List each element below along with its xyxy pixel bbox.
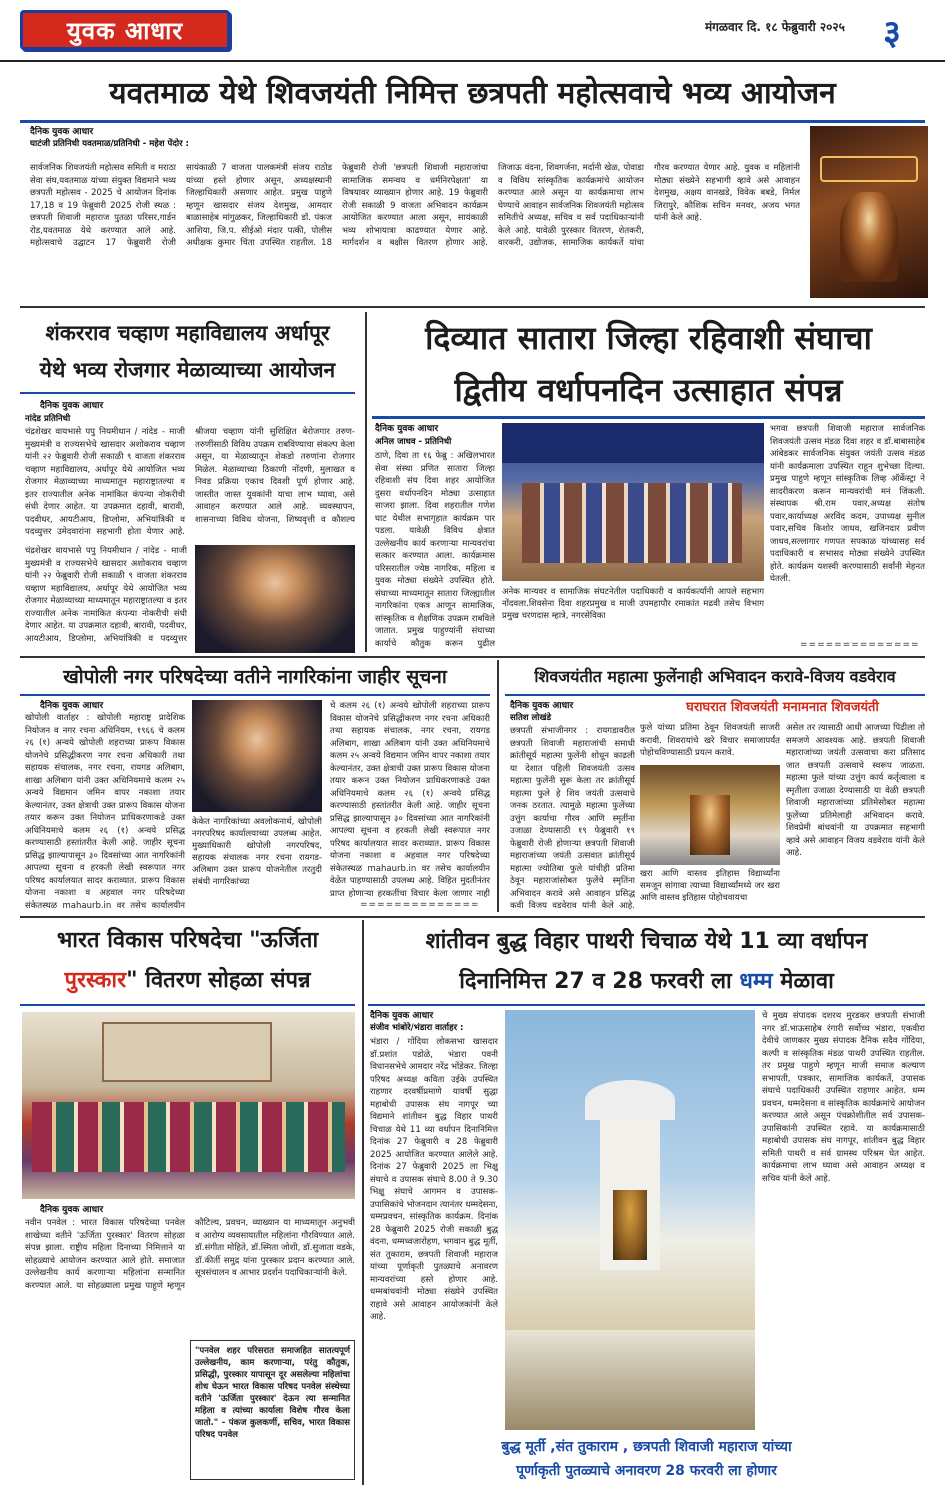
article5-caption: खरा आणि वास्तव इतिहास विद्यार्थ्यांना समजून सांगावा त्याच्या विद्यार्थ्यांमध्ये जर खरा आणि वास्तव इतिहास पोहोचवायचा <box>640 869 780 903</box>
article2-body: चंद्रशेखर वायभासे पपु नियमीधान / नांदेड - माजी मुख्यमंत्री व राज्यसभेचे खासदार अशोकराव चव्हाण यांनी २२ फेब्रुवारी रोजी सकाळी ९ वाजता शंकरराव चव्हाण महाविद्यालय, अर्धापूर येथे आयोजित भव्य रोजगार मेळाव्याच्या माध्यमातून महाराष्ट्रातल्या व इतर राज्यातील अनेक नामांकित कंपन्या नोकरीची संधी देणार आहेत. या उपक्रमात दहावी, बारावी, पदवीधर, आयटीआय, डिप्लोमा, अभियांत्रिकी व पदव्युत्तर उमेदवारांना सहभागी होता येणार आहे. श्रीजया चव्हाण यांनी सुशिक्षित बेरोजगार तरुण-तरुणींसाठी विविध उपक्रम राबविण्याचा संकल्प केला असून, या मेळाव्यातून शेकडो तरुणांना रोजगार मिळेल. मेळाव्याच्या ठिकाणी नोंदणी, मुलाखत व निवड प्रक्रिया एकाच दिवशी पूर्ण होणार आहे. जास्तीत जास्त युवकांनी याचा लाभ घ्यावा, असे आवाहन करण्यात आले आहे. व्यवस्थापन, शासनाच्या विविध योजना, शिष्यवृत्ती व कौशल्य <box>25 427 355 537</box>
article3-headline-line1: दिव्यात सातारा जिल्हा रहिवाशी संघाचा <box>425 319 872 357</box>
headline-rule <box>20 694 490 696</box>
column-divider <box>362 920 364 1485</box>
section-divider <box>20 306 925 308</box>
article5-body: छत्रपती संभाजीनगर : रायगडावरील छत्रपती शिवाजी महाराजांची समाधी क्रांतीसूर्य महात्मा फुलेंनी शोधून काढली या देशात पहिली शिवजयंती उत्सव महात्मा फुलेंनी सुरू केला तर क्रांतीसूर्य महात्मा फुले हे शिव जयंती उत्सवाचे जनक ठरतात. त्यामुळे महात्मा फुलेंच्या उत्तुंग कार्याचा गौरव आणि स्मृतींना उजाळा देण्यासाठी १९ फेब्रुवारी १९ फेब्रुवारी रोजी होणाऱ्या छत्रपती शिवाजी महाराजांच्या जयंती उत्सवात क्रांतीसूर्य महात्मा ज्योतिबा फुले यांचीही प्रतिमा ठेवून महाराजांसोबत फुलेंचे स्मृतिंना अभिवादन करावे असे आवाहन प्रसिद्ध कवी विजय वडवेराव यांनी केले आहे. <box>510 726 635 911</box>
official-portrait-photo <box>192 700 322 812</box>
article1-body: सार्वजनिक शिवजयंती महोत्सव समिती व मराठा सेवा संघ,यवतमाळ यांच्या संयुक्त विद्यमाने भव्य छत्रपती महोत्सव - 2025 चे आयोजन दिनांक 17,18 व 19 फेब्रुवारी 2025 रोजी स्थळ : छत्रपती शिवाजी महाराज पुतळा परिसर,गार्डन रोड,यवतमाळ येथे करण्यात आले आहे. महोत्सवाचे उद्घाटन 17 फेब्रुवारी रोजी सायंकाळी 7 वाजता पालकमंत्री संजय राठोड यांच्या हस्ते होणार असून, अध्यक्षस्थानी जिल्हाधिकारी असणार आहेत. प्रमुख पाहुणे म्हणून खासदार संजय देशमुख, आमदार बाळासाहेब मांगुळकर, जिल्हाधिकारी डॉ. पंकज आशिया, जि.प. सीईओ मंदार पत्की, पोलीस अधीक्षक कुमार चिंता उपस्थित राहतील. 18 फेब्रुवारी रोजी 'छत्रपती शिवाजी महाराजांचा सामाजिक समन्वय व धर्मनिरपेक्षता' या विषयावर व्याख्यान होणार आहे. 19 फेब्रुवारी रोजी सकाळी 9 वाजता अभिवादन कार्यक्रम आयोजित करण्यात आला असून, सायंकाळी भव्य शोभायात्रा काढण्यात येणार आहे. मार्गदर्शन व बक्षीस वितरण होणार आहे. जिजाऊ वंदना, शिवगर्जना, मर्दानी खेळ, पोवाडा व विविध सांस्कृतिक कार्यक्रमांचे आयोजन करण्यात आले असून या कार्यक्रमाचा लाभ घेण्याचे आवाहन सार्वजनिक शिवजयंती महोत्सव समितीचे अध्यक्ष, सचिव व सर्व पदाधिकाऱ्यांनी केले आहे. यावेळी पुरस्कार वितरण, शेतकरी, वारकरी, उद्योजक, सामाजिक कार्यकर्ते यांचा गौरव करण्यात येणार आहे. युवक व महिलांनी मोठ्या संख्येने सहभागी व्हावे असे आवाहन देशमुख, अक्षय वानखडे, विवेक बबडे, निर्मल जिरापुरे, कौशिक सचिन मनवर, अजय भगत यांनी केले आहे. <box>30 163 800 248</box>
masthead <box>0 0 945 62</box>
article2-dateline: नांदेड प्रतिनिधी <box>25 414 71 424</box>
quote-box <box>190 1340 355 1480</box>
anniversary-event-photo <box>502 423 764 581</box>
newspaper-logo: युवक आधार <box>20 10 230 50</box>
section-divider <box>20 656 925 658</box>
article4-caption: केकेत नागरिकांच्या अवलोकनार्थ, खोपोली नगरपरिषद कार्यालयाच्या उपलब्ध आहेत. मुख्याधिकारी खोपोली नगरपरिषद, सहायक संचालक नगर रचना रायगड- अलिबाग उक्त प्रारूप योजनेतील तरतुदी संबंधी नागरिकांच्या <box>192 817 322 887</box>
section-divider <box>20 916 925 918</box>
article7-caption-line2: पूर्णाकृती पुतळ्याचे अनावरण 28 फरवरी ला होणार <box>516 1463 777 1479</box>
shivaji-shrine-photo <box>640 765 780 865</box>
column-divider <box>365 312 367 652</box>
separator: ============== <box>800 640 920 650</box>
article4-dateline-body: खोपोली वार्ताहर : खोपोली महाराष्ट्र प्रादेशिक नियोजन व नगर रचना अधिनियम, १९६६ चे कलम २६ (१) अन्वये खोपोली शहराच्या प्रारूप विकास योजनेचे प्रसिद्धीकरण नगर रचना अधिकारी तथा सहायक संचालक, नगर रचना, रायगड अलिबाग, शाखा अलिबाग यांनी उक्त अधिनियमाचे कलम २५ अन्वये विद्यमान जमिन वापर नकाशा तयार केल्यानंतर, उक्त क्षेत्राची उक्त प्रारूप विकास योजना तयार करून उक्त नियोजन प्राधिकरणाकडे उक्त अधिनियमाचे कलम २६ (१) अन्वये प्रसिद्ध करण्यासाठी हस्तांतरीत केली आहे. जाहीर सूचना प्रसिद्ध झाल्यापासून ३० दिवसांच्या आत नागरिकांनी आपल्या सूचना व हरकती लेखी स्वरूपात नगर परिषद कार्यालयात सादर कराव्यात. प्रारूप विकास योजना नकाशा व अहवाल नगर परिषदेच्या संकेतस्थळ mahaurb.in वर तसेच कार्यालयीन <box>25 713 185 911</box>
article7-body-continued: चे मुख्य संपादक दशरथ मुरडकर छत्रपती संभाजी नगर डॉ.भाऊसाहेब रंगारी सर्वोच्च भंडारा, एकवीरा देवीचे जाणकार मुख्य संपादक दैनिक सदैव गोंदिया, कल्पी व सांस्कृतिक मंडळ पाथरी उपस्थित राहतील. तर प्रमुख पाहुणे म्हणून माजी समाज कल्याण सभापती, पत्रकार, सामाजिक कार्यकर्ते, उपासक संघाचे पदाधिकारी उपस्थित राहणार आहेत. धम्म प्रवचन, धम्मदेसना व सांस्कृतिक कार्यक्रमांचे आयोजन करण्यात आले असून पंचक्रोशीतील सर्व उपासक-उपासिकांनी उपस्थित रहावे. या कार्यक्रमासाठी महाबोधी उपासक संघ नागपूर, शांतीवन बुद्ध विहार समिती पाथरी व सर्व ग्रामस्थ परिश्रम घेत आहेत. कार्यक्रमाचा लाभ घ्यावा असे आवाहन अध्यक्ष व सचिव यांनी केले आहे. <box>762 1011 925 1184</box>
page-number: ३ <box>883 13 901 52</box>
article5-body-continued-2: असेल तर त्यासाठी आधी आजच्या पिढीला तो समजणे आवश्यक आहे. छत्रपती शिवाजी महाराजांच्या जयंती उत्सवाचा करा प्रतिसाद जात छत्रपती उत्सवाचे स्वरूप जाळता. महात्मा फुले यांच्या उत्तुंग कार्य कर्तृत्वाला व स्मृतीला उजाळा देण्यासाठी या वेळी छत्रपती शिवाजी महाराजांच्या प्रतिमेसोबत महात्मा फुलेंच्या प्रतिमेलाही अभिवादन करावे. शिवप्रेमी बांधवांनी या उपक्रमात सहभागी व्हावे असे आवाहन विजय वडवेराव यांनी केले आहे. <box>786 723 925 858</box>
article6-headline-line1: भारत विकास परिषदेचा "ऊर्जिता <box>56 928 319 953</box>
column-divider <box>497 660 499 912</box>
article7-dateline: संजीव भांबोरे/भंडारा वार्ताहर : <box>370 1023 464 1033</box>
article2-headline-line2: येथे भव्य रोजगार मेळाव्याच्या आयोजन <box>39 358 336 382</box>
article4-headline: खोपोली नगर परिषदेच्या वतीने नागरिकांना जाहीर सूचना <box>63 666 447 688</box>
article4-body-continued: चे कलम २६ (१) अन्वये खोपोली शहराच्या प्रारूप विकास योजनेचे प्रसिद्धीकरण नगर रचना अधिकारी तथा सहायक संचालक, नगर रचना, रायगड अलिबाग, शाखा अलिबाग यांनी उक्त अधिनियमाचे कलम २५ अन्वये विद्यमान जमिन वापर नकाशा तयार केल्यानंतर, उक्त क्षेत्राची उक्त प्रारूप विकास योजना तयार करून उक्त नियोजन प्राधिकरणाकडे उक्त अधिनियमाचे कलम २६ (१) अन्वये प्रसिद्ध करण्यासाठी हस्तांतरीत केली आहे. जाहीर सूचना प्रसिद्ध झाल्यापासून ३० दिवसांच्या आत नागरिकांनी आपल्या सूचना व हरकती लेखी स्वरूपात नगर परिषद कार्यालयात सादर कराव्यात. प्रारूप विकास योजना नकाशा व अहवाल नगर परिषदेच्या संकेतस्थळ mahaurb.in वर तसेच कार्यालयीन वेळेत पाहण्यासाठी उपलब्ध आहे. विहित मुदतीनंतर प्राप्त होणाऱ्या हरकतींचा विचार केला जाणार नाही <box>330 701 490 899</box>
article4-byline: दैनिक युवक आधार <box>40 701 104 711</box>
article1-headline: यवतमाळ येथे शिवजयंती निमित्त छत्रपती महोत्सवाचे भव्य आयोजन <box>109 76 836 111</box>
headline-rule <box>20 1004 355 1006</box>
article7-caption-line1: बुद्ध मूर्ती ,संत तुकाराम , छत्रपती शिवाजी महाराज यांच्या <box>501 1439 792 1455</box>
headline-rule <box>20 120 925 123</box>
article3-body: ठाणे, दिवा ता १६ फेब्रु : अखिलभारत सेवा संस्था प्रणित सातारा जिल्हा रहिवाशी संघ दिवा शहर आयोजित दुसरा वर्धापनदिन मोठ्या उत्साहात साजरा झाला. दिवा शहरातील गणेश घाट येथील सभागृहात कार्यक्रम पार पडला. यावेळी विविध क्षेत्रात उल्लेखनीय कार्य करणाऱ्या मान्यवरांचा सत्कार करण्यात आला. कार्यक्रमास परिसरातील ज्येष्ठ नागरिक, महिला व युवक मोठ्या संख्येने उपस्थित होते. संघाच्या माध्यमातून सातारा जिल्ह्यातील नागरिकांना एकत्र आणून सामाजिक, सांस्कृतिक व शैक्षणिक उपक्रम राबविले जातात. प्रमुख पाहुण्यांनी संघाच्या कार्याचे कौतुक करून पुढील <box>375 451 495 649</box>
article6-byline: दैनिक युवक आधार <box>40 1205 104 1215</box>
article5-subhead: घराघरात शिवजयंती मनामनात शिवजयंती <box>686 700 879 715</box>
article6-quote: "पनवेल शहर परिसरात समाजहित सातत्यपूर्ण उल्लेखनीय, काम करणाऱ्या, परंतु कौतुक, प्रसिद्धी, पुरस्कार यापासून दूर असलेल्या महिलांचा शोध घेऊन भारत विकास परिषद पनवेल संस्थेच्या वतीने 'ऊर्जिता पुरस्कार' देऊन त्या सन्मानित महिला व त्यांच्या कार्याला विशेष गौरव केला जातो." - पंकज कुलकर्णी, सचिव, भारत विकास परिषद पनवेल <box>195 1346 350 1440</box>
article2-byline: दैनिक युवक आधार <box>40 401 104 411</box>
article3-headline-line2: द्वितीय वर्धापनदिन उत्साहात संपन्न <box>454 371 843 409</box>
article7-headline-line1: शांतीवन बुद्ध विहार पाथरी चिचाळ येथे 11 व्या वर्धापन <box>425 929 868 954</box>
headline-rule <box>368 1004 925 1006</box>
article5-byline: दैनिक युवक आधार <box>510 701 574 711</box>
shivjayanti-poster-photo <box>810 126 928 298</box>
issue-date: मंगळवार दि. १८ फेब्रुवारी २०२५ <box>705 20 845 34</box>
headline-rule <box>505 694 925 696</box>
article1-dateline: घाटंजी प्रतिनिधी यवतमाळ/प्रतिनिधी - महेश पेंदोर : <box>30 139 189 149</box>
article5-dateline: सतिश लोखंडे <box>510 713 551 723</box>
separator: ============== <box>360 900 480 910</box>
article3-body-continued: भगवा छत्रपती शिवाजी महाराज सार्वजनिक शिवजयंती उत्सव मंडळ दिवा शहर व डॉ.बाबासाहेब आंबेडकर सार्वजनिक संयुक्त जयंती उत्सव मंडळ यांनी कार्यक्रमाला उपस्थित राहून शुभेच्छा दिल्या. प्रमुख पाहुणे म्हणून सांस्कृतिक लिव्ह ऑर्केस्ट्रा ने सादरीकरण करून मान्यवरांची मनं जिंकली. संस्थापक श्री.राम पवार,अध्यक्ष संतोष पवार,कार्याध्यक्ष अरविंद कदम, उपाध्यक्ष सुनील पवार,सचिव किशोर जाधव, खजिनदार प्रवीण जाधव,सल्लागार गणपत सपकाळ यांच्यासह सर्व पदाधिकारी व सभासद मोठ्या संख्येने उपस्थित होते. कार्यक्रम यशस्वी करण्यासाठी सर्वांनी मेहनत घेतली. <box>770 424 925 584</box>
article7-byline: दैनिक युवक आधार <box>370 1011 434 1021</box>
article3-byline: दैनिक युवक आधार <box>375 424 439 434</box>
headline-rule <box>372 416 925 419</box>
article3-caption: अनेक मान्यवर व सामाजिक संघटनेतील पदाधिकारी व कार्यकर्त्यांनी आपले सहभाग नोंदवला.शिवसेना दिवा शहरप्रमुख व माजी उपमहापौर रमाकांत मढवी तसेच विभाग प्रमुख चरणदास म्हात्रे, नगरसेविका <box>502 587 764 621</box>
article6-body: नवीन पनवेल : भारत विकास परिषदेच्या पनवेल शाखेच्या वतीने 'ऊर्जिता पुरस्कार' वितरण सोहळा संपन्न झाला. राष्ट्रीय महिला दिनाच्या निमित्ताने या सोहळ्याचे आयोजन करण्यात आले होते. समाजात उल्लेखनीय कार्य करणाऱ्या महिलांना सन्मानित करण्यात आले. या सोहळ्याला प्रमुख पाहुणे म्हणून कौटिल्य, प्रवचन, व्याख्यान या माध्यमातून अनुभवी व आरोग्य व्यवसायातील महिलांना गौरविण्यात आले. डॉ.संगीता मोहिते, डॉ.स्मिता जोशी, डॉ.सुजाता वडके, डॉ.कीर्ती समुद्र यांना पुरस्कार प्रदान करण्यात आले. सूत्रसंचालन व आभार प्रदर्शन पदाधिकाऱ्यांनी केले. <box>25 1218 355 1291</box>
headline-rule <box>20 392 355 394</box>
speaker-photo <box>195 545 355 653</box>
article5-body-continued: फुले यांच्या प्रतिमा ठेवून शिवजयंती साजरी करावी. शिवरायांचे खरे विचार समाजापर्यंत पोहोचविण्यासाठी प्रयत्न करावे. <box>640 723 780 758</box>
article1-byline: दैनिक युवक आधार <box>30 127 94 137</box>
article6-headline-line2: पुरस्कार" वितरण सोहळा संपन्न <box>64 968 311 993</box>
buddha-vihar-photo <box>505 1010 755 1430</box>
article5-headline: शिवजयंतीत महात्मा फुलेंनाही अभिवादन करावे-विजय वडवेराव <box>534 667 896 686</box>
article2-body-continued: चंद्रशेखर वायभासे पपु नियमीधान / नांदेड - माजी मुख्यमंत्री व राज्यसभेचे खासदार अशोकराव चव्हाण यांनी २२ फेब्रुवारी रोजी सकाळी ९ वाजता शंकरराव चव्हाण महाविद्यालय, अर्धापूर येथे आयोजित भव्य रोजगार मेळाव्याच्या माध्यमातून महाराष्ट्रातल्या व इतर राज्यातील अनेक नामांकित कंपन्या नोकरीची संधी देणार आहेत. या उपक्रमात दहावी, बारावी, पदवीधर, आयटीआय, डिप्लोमा, अभियांत्रिकी व पदव्युत्तर <box>25 546 187 644</box>
article3-dateline: अनिल जाधव - प्रतिनिधी <box>375 437 452 447</box>
article2-headline-line1: शंकरराव चव्हाण महाविद्यालय अर्धापूर <box>45 321 330 345</box>
article7-headline-line2: दिनानिमित्त 27 व 28 फरवरी ला धम्म मेळावा <box>459 969 834 994</box>
article7-body: भंडारा / गोंदिया लोकसभा खासदार डॉ.प्रशांत पडोळे, भंडारा पवनी विधानसभेचे आमदार नरेंद्र भोंडेकर. जिल्हा परिषद अध्यक्ष कविता उईके उपस्थित राहणार दरवर्षीप्रमाणे यावर्षी सुद्धा महाबोधी उपासक संघ नागपूर च्या विद्यमाने शांतीवन बुद्ध विहार पाथरी चिचाळ येथे 11 व्या वर्धापन दिनानिमित्त दिनांक 27 फेब्रुवारी व 28 फेब्रुवारी 2025 आयोजित करण्यात आलेले आहे. दिनांक 27 फेब्रुवारी 2025 ला भिक्षु संघाचे व उपासक संघाचे 8.00 ते 9.30 भिक्षु संघाचे आगमन व उपासक-उपासिकांचे भोजनदान त्यानंतर धम्मदेसना, धम्मप्रवचन, सांस्कृतिक कार्यक्रम. दिनांक 28 फेब्रुवारी 2025 रोजी सकाळी बुद्ध वंदना, धम्मध्वजारोहण, भगवान बुद्ध मूर्ती, संत तुकाराम, छत्रपती शिवाजी महाराज यांच्या पूर्णाकृती पुतळ्याचे अनावरण मान्यवरांच्या हस्ते होणार आहे. धम्मबांधवांनी मोठ्या संख्येने उपस्थित राहावे असे आवाहन आयोजकांनी केले आहे. <box>370 1037 498 1322</box>
award-ceremony-photo <box>22 1012 355 1199</box>
